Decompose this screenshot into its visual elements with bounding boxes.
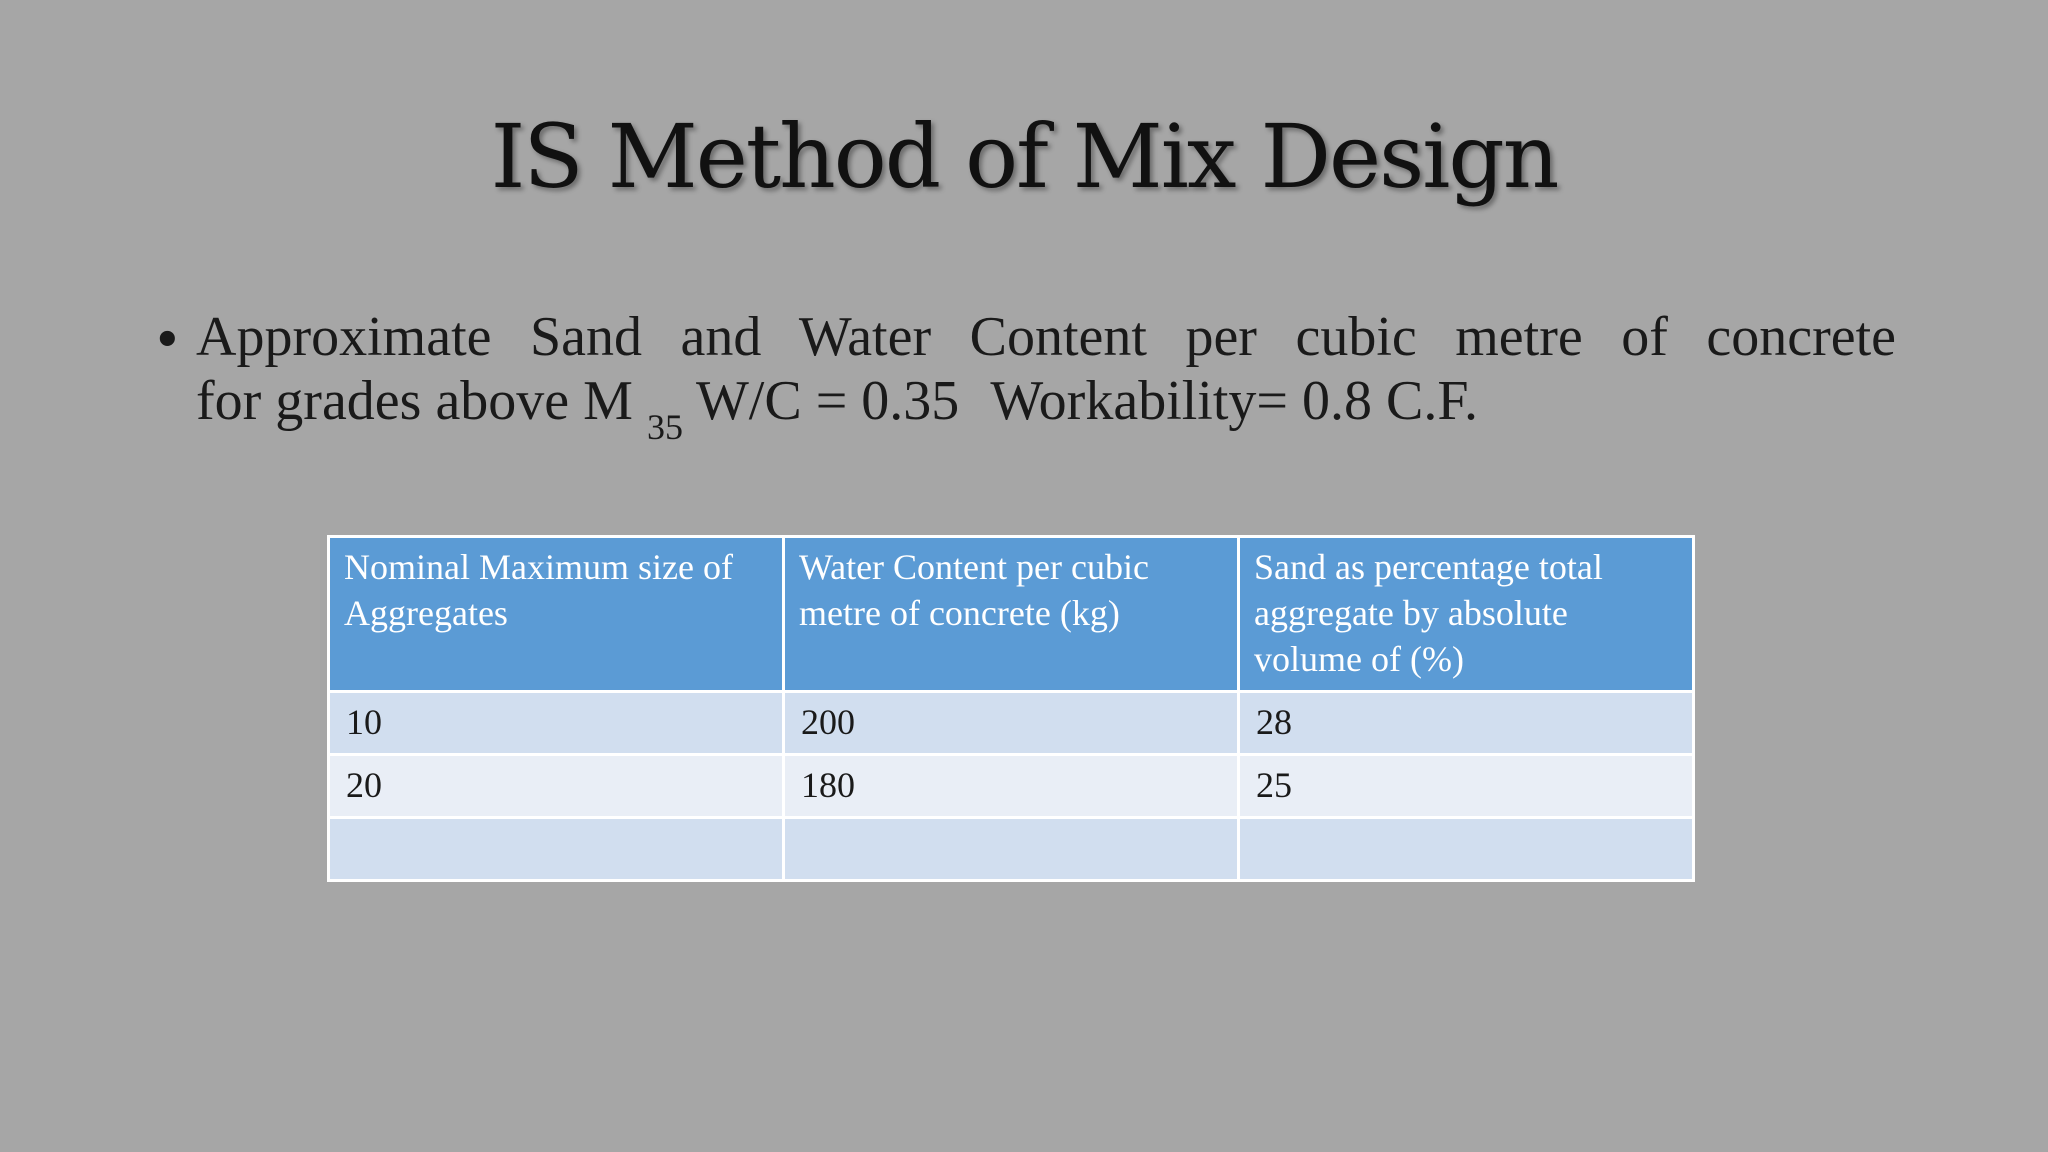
bullet-line-2 xyxy=(196,369,1896,447)
workability: Workability= 0.8 C.F. xyxy=(990,370,1479,432)
table-row xyxy=(329,818,1694,881)
table-cell: 25 xyxy=(1239,755,1694,818)
mix-design-table xyxy=(327,535,1695,882)
table-cell: 180 xyxy=(784,755,1239,818)
header-aggregate-size: Nominal Maximum size of Aggregates xyxy=(329,537,784,692)
table-cell xyxy=(329,818,784,881)
bullet-line-1: Approximate Sand and Water Content per cubic metre of concrete xyxy=(196,306,1896,368)
header-water-content: Water Content per cubic metre of concrete (kg) xyxy=(784,537,1239,692)
table-cell: 200 xyxy=(784,692,1239,755)
header-sand-percentage: Sand as percentage total aggregate by absolute volume of (%) xyxy=(1239,537,1694,692)
table-cell: 20 xyxy=(329,755,784,818)
table-cell: 28 xyxy=(1239,692,1694,755)
grade-prefix: for grades above M xyxy=(196,370,633,432)
table-cell xyxy=(784,818,1239,881)
bullet-text xyxy=(196,305,1896,447)
bullet-dot-icon: • xyxy=(152,311,183,371)
grade-subscript: 35 xyxy=(646,407,683,447)
table-row xyxy=(329,755,1694,818)
table-row xyxy=(329,692,1694,755)
table-header-row xyxy=(329,537,1694,692)
table-cell: 10 xyxy=(329,692,784,755)
wc-ratio: W/C = 0.35 xyxy=(695,370,960,432)
slide-title: IS Method of Mix Design xyxy=(490,105,1558,208)
table-cell xyxy=(1239,818,1694,881)
